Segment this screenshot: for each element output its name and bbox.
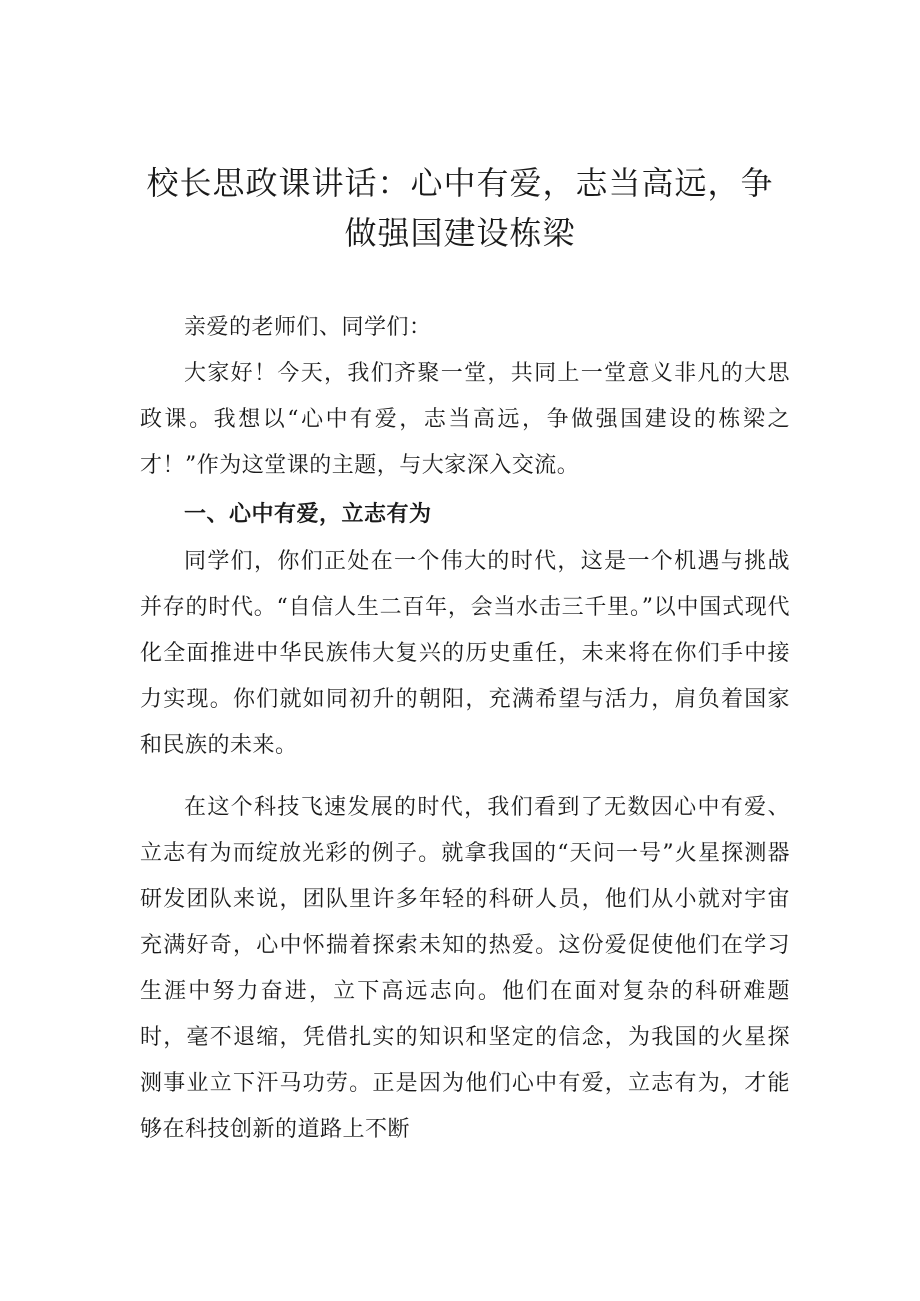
document-body [140,305,790,1153]
title-line-1: 校长思政课讲话：心中有爱，志当高远，争 [146,164,774,202]
paragraph-era: 同学们，你们正处在一个伟大的时代，这是一个机遇与挑战并存的时代。“自信人生二百年，会当水击三千里。”以中国式现代化全面推进中华民族伟大复兴的历史重任，未来将在你们手中接力实现。你们就如同初升的朝阳，充满希望与活力，肩负着国家和民族的未来。 [140,549,790,758]
salutation: 亲爱的老师们、同学们： [184,315,432,340]
section-heading-1: 一、心中有爱，立志有为 [184,501,432,527]
document-title [130,158,790,258]
paragraph-greeting: 大家好！今天，我们齐聚一堂，共同上一堂意义非凡的大思政课。我想以“心中有爱，志当高远，争做强国建设的栋梁之才！”作为这堂课的主题，与大家深入交流。 [140,361,790,478]
paragraph-example: 在这个科技飞速发展的时代，我们看到了无数因心中有爱、立志有为而绽放光彩的例子。就拿我国的“天问一号”火星探测器研发团队来说，团队里许多年轻的科研人员，他们从小就对宇宙充满好奇，心中怀揣着探索未知的热爱。这份爱促使他们在学习生涯中努力奋进，立下高远志向。他们在面对复杂的科研难题时，毫不退缩，凭借扎实的知识和坚定的信念，为我国的火星探测事业立下汗马功劳。正是因为他们心中有爱，立志有为，才能够在科技创新的道路上不断 [140,795,790,1142]
title-line-2: 做强国建设栋梁 [344,214,576,252]
